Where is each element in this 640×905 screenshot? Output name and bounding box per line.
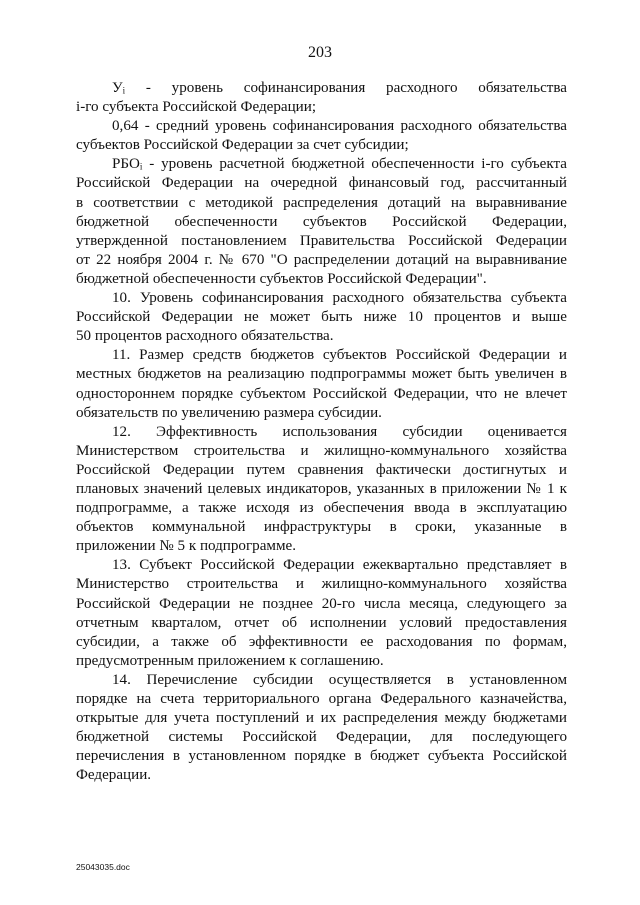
text-line: 0,64 - средний уровень софинансирования расходного обязательства	[112, 118, 567, 135]
text-line: порядке на счета территориального органа Федерального казначейства,	[76, 691, 567, 707]
text-line: утвержденной постановлением Правительства Российской Федерации	[76, 232, 567, 249]
text-line: i-го субъекта Российской Федерации;	[76, 99, 317, 116]
text-line: Министерством строительства и жилищно-коммунального хозяйства	[76, 442, 567, 459]
text-line: в соответствии с методикой распределения дотаций на выравнивание	[76, 194, 567, 211]
text-line: Министерство строительства и жилищно-коммунального хозяйства	[76, 576, 567, 593]
paragraph-clause-12	[76, 423, 567, 557]
page-number: 203	[308, 44, 332, 61]
text-line: 11. Размер средств бюджетов субъектов Российской Федерации и	[112, 347, 567, 364]
paragraph-definition-yi	[76, 79, 567, 117]
paragraph-definition-rbo	[76, 155, 567, 289]
paragraph-clause-13	[76, 556, 567, 671]
paragraph-clause-11	[76, 346, 567, 422]
paragraph-clause-14	[76, 671, 567, 786]
text-line: Федерации.	[76, 767, 152, 784]
text-line: 14. Перечисление субсидии осуществляется в установленном	[112, 671, 567, 688]
text-line: Российской Федерации на очередной финансовый год, рассчитанный	[76, 175, 567, 192]
text-line: субсидии, а также об эффективности ее расходования по формам,	[76, 633, 567, 650]
text-line: приложении № 5 к подпрограмме.	[76, 538, 296, 555]
text-line: от 22 ноября 2004 г. № 670 "О распределении дотаций на выравнивание	[76, 251, 567, 268]
text-line: Российской Федерации не может быть ниже 10 процентов и выше	[76, 309, 567, 326]
text-line: объектов коммунальной инфраструктуры в сроки, указанные в	[76, 519, 567, 536]
paragraph-definition-064	[76, 117, 567, 155]
text-line: обязательств по увеличению размера субсидии.	[76, 404, 382, 421]
text-line: субъектов Российской Федерации за счет субсидии;	[76, 137, 409, 154]
text-line: бюджетной обеспеченности субъектов Российской Федерации,	[76, 213, 567, 230]
text-line: подпрограмме, а также исходя из обеспечения ввода в эксплуатацию	[76, 500, 567, 517]
text-line: перечисления в установленном порядке в бюджет субъекта Российской	[76, 748, 567, 765]
text-line: одностороннем порядке субъектом Российской Федерации, что не влечет	[76, 385, 567, 402]
text-line: 50 процентов расходного обязательства.	[76, 328, 334, 345]
text-line: местных бюджетов на реализацию подпрограммы может быть увеличен в	[76, 366, 567, 383]
paragraph-clause-10	[76, 289, 567, 346]
text-line: 10. Уровень софинансирования расходного обязательства субъекта	[112, 290, 567, 307]
text-line: отчетным кварталом, отчет об исполнении условий предоставления	[76, 614, 567, 631]
text-line: бюджетной системы Российской Федерации, для последующего	[76, 729, 567, 746]
text-line: 12. Эффективность использования субсидии оценивается	[112, 423, 567, 440]
text-line: Российской Федерации не позднее 20-го числа месяца, следующего за	[76, 595, 567, 612]
text-line: плановых значений целевых индикаторов, указанных в приложении № 1 к	[76, 480, 567, 497]
text-line: 13. Субъект Российской Федерации ежеквартально представляет в	[112, 557, 567, 574]
text-line: Уᵢ - уровень софинансирования расходного обязательства	[112, 80, 567, 96]
document-body	[76, 79, 567, 785]
text-line: открытые для учета поступлений и их распределения между бюджетами	[76, 710, 567, 727]
file-name-footer: 25043035.doc	[76, 862, 130, 872]
text-line: РБОᵢ - уровень расчетной бюджетной обеспеченности i-го субъекта	[112, 156, 567, 173]
text-line: бюджетной обеспеченности субъектов Российской Федерации".	[76, 270, 487, 287]
text-line: Российской Федерации путем сравнения фактически достигнутых и	[76, 461, 567, 478]
text-line: предусмотренным приложением к соглашению.	[76, 652, 384, 669]
